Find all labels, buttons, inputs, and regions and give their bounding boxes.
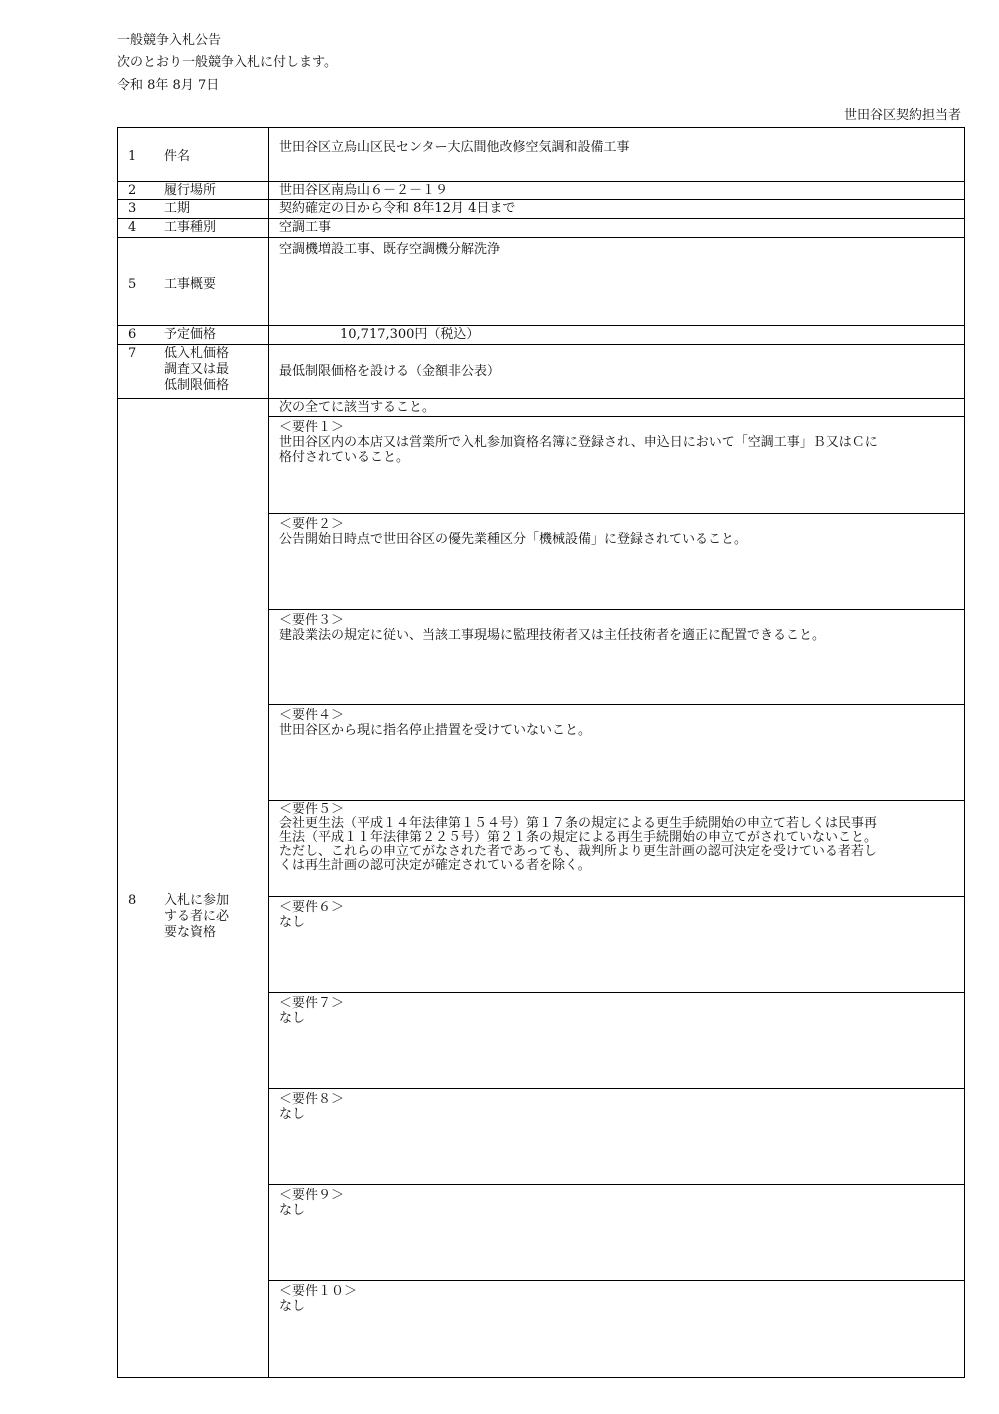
notice-date: 令和 8年 8月 7日 <box>117 78 220 93</box>
requirement-content <box>279 1284 886 1314</box>
requirement-2 <box>268 514 964 610</box>
requirement-text: なし <box>279 1011 306 1026</box>
requirement-content <box>279 1188 886 1218</box>
table-row-location <box>118 182 964 200</box>
row-label: 工事種別 <box>164 220 217 235</box>
requirement-title: ＜要件１＞ <box>279 420 345 435</box>
row-value: 世田谷区立烏山区民センター大広間他改修空気調和設備工事 <box>279 140 630 155</box>
requirement-9 <box>268 1185 964 1281</box>
issuer: 世田谷区契約担当者 <box>843 108 961 123</box>
requirement-text: 世田谷区内の本店又は営業所で入札参加資格名簿に登録され、申込日において「空調工事」Ｂ又はＣに格付されていること。 <box>279 435 878 465</box>
row-value: 10,717,300円（税込） <box>340 327 480 342</box>
requirement-title: ＜要件３＞ <box>279 613 345 628</box>
requirement-content <box>279 996 886 1026</box>
label-line: 低制限価格 <box>164 378 230 393</box>
table-row-min-price <box>118 345 964 399</box>
row-number: 6 <box>128 327 137 342</box>
requirement-text: なし <box>279 1203 306 1218</box>
requirement-title: ＜要件４＞ <box>279 708 345 723</box>
row-value: 空調工事 <box>279 220 332 235</box>
requirement-text: 公告開始日時点で世田谷区の優先業種区分「機械設備」に登録されていること。 <box>279 532 748 547</box>
row-label: 工期 <box>164 201 191 216</box>
label-line: 調査又は最 <box>164 362 230 377</box>
requirement-text: 世田谷区から現に指名停止措置を受けていないこと。 <box>279 723 592 738</box>
label-line: 低入札価格 <box>164 346 230 361</box>
notice-table <box>117 127 965 1378</box>
row-value: 空調機増設工事、既存空調機分解洗浄 <box>279 242 501 257</box>
requirement-3 <box>268 610 964 705</box>
table-row-subject <box>118 128 964 182</box>
requirement-content <box>279 613 886 643</box>
requirement-6 <box>268 897 964 993</box>
row-label <box>164 346 229 394</box>
row-number: 8 <box>128 893 137 908</box>
requirement-title: ＜要件８＞ <box>279 1092 345 1107</box>
requirement-text: なし <box>279 1107 306 1122</box>
requirement-content <box>279 1092 886 1122</box>
row-label <box>164 893 229 941</box>
requirement-text: なし <box>279 915 306 930</box>
row-number: 7 <box>128 346 137 361</box>
requirement-content <box>279 708 886 738</box>
row-number: 5 <box>128 277 137 292</box>
requirement-10 <box>268 1281 964 1377</box>
requirement-content <box>279 517 886 547</box>
qualification-intro <box>268 399 964 417</box>
notice-intro: 次のとおり一般競争入札に付します。 <box>117 55 337 70</box>
row-label: 件名 <box>164 149 191 164</box>
row-number: 3 <box>128 201 137 216</box>
table-row-period <box>118 200 964 219</box>
label-line: する者に必 <box>164 909 230 924</box>
row-label: 工事概要 <box>164 277 217 292</box>
requirement-1 <box>268 417 964 514</box>
requirement-title: ＜要件５＞ <box>279 802 345 817</box>
requirement-5 <box>268 801 964 897</box>
row-number: 4 <box>128 220 137 235</box>
requirement-text: 会社更生法（平成１４年法律第１５４号）第１７条の規定による更生手続開始の申立て若しくは民事再生法（平成１１年法律第２２５号）第２１条の規定による再生手続開始の申立てがされていないこと。ただし、これらの申立てがなされた者であっても、裁判所より更生計画の認可決定を受けている者若しくは再生計画の認可決定が確定されている者を除く。 <box>279 816 878 873</box>
row-value: 最低制限価格を設ける（金額非公表） <box>279 364 501 379</box>
label-line: 入札に参加 <box>164 893 230 908</box>
requirement-content <box>279 803 886 873</box>
requirement-text: 建設業法の規定に従い、当該工事現場に監理技術者又は主任技術者を適正に配置できること。 <box>279 628 826 643</box>
row-value: 世田谷区南烏山６－２－１９ <box>279 183 449 198</box>
row-value: 契約確定の日から令和 8年12月 4日まで <box>279 201 516 216</box>
row-number: 2 <box>128 183 137 198</box>
table-row-overview <box>118 238 964 326</box>
requirement-content <box>279 900 886 930</box>
table-row-work-type <box>118 219 964 238</box>
row-label: 予定価格 <box>164 327 217 342</box>
row-value: 次の全てに該当すること。 <box>279 400 436 415</box>
requirement-8 <box>268 1089 964 1185</box>
notice-heading: 一般競争入札公告 <box>117 33 222 48</box>
table-row-price <box>118 326 964 345</box>
requirement-4 <box>268 705 964 801</box>
row-label: 履行場所 <box>164 183 217 198</box>
table-row-qualifications <box>118 399 964 1377</box>
row-number: 1 <box>128 149 137 164</box>
requirement-content <box>279 420 886 465</box>
requirement-text: なし <box>279 1299 306 1314</box>
requirement-title: ＜要件９＞ <box>279 1188 345 1203</box>
requirement-title: ＜要件６＞ <box>279 900 345 915</box>
requirement-title: ＜要件７＞ <box>279 996 345 1011</box>
label-line: 要な資格 <box>164 925 217 940</box>
requirement-title: ＜要件１０＞ <box>279 1284 358 1299</box>
requirement-title: ＜要件２＞ <box>279 517 345 532</box>
requirement-7 <box>268 993 964 1089</box>
